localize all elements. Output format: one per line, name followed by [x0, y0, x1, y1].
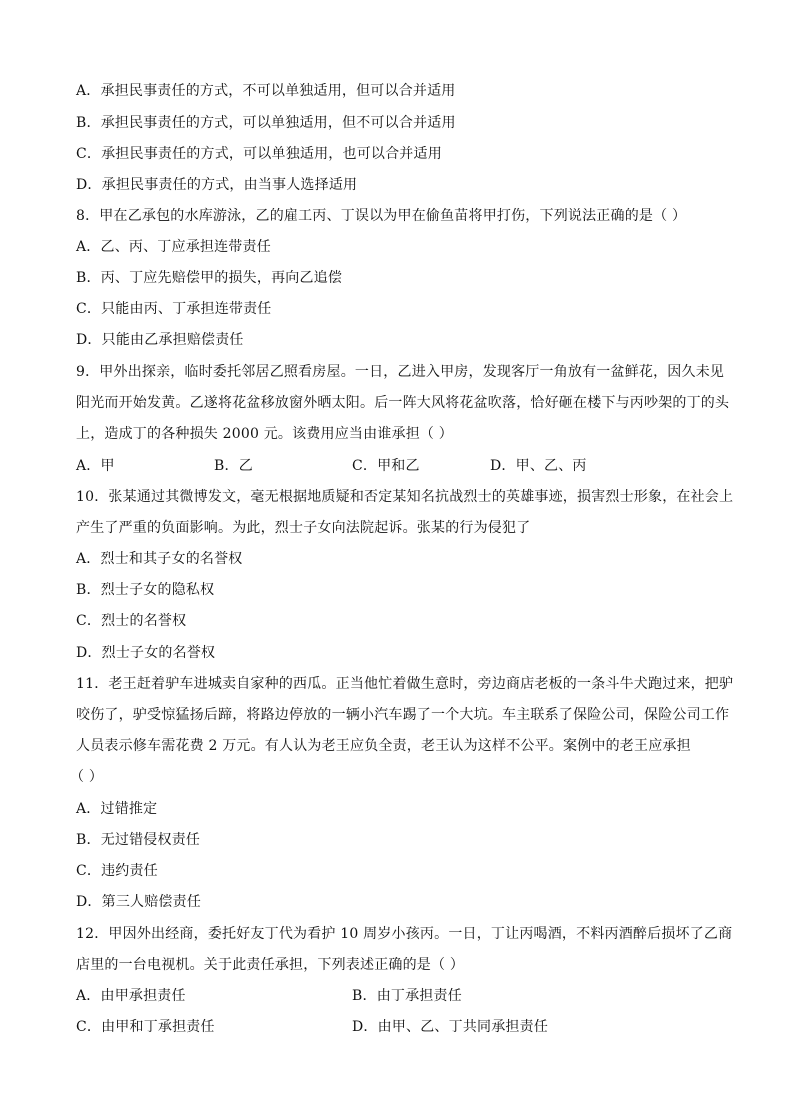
q8-option-a: A．乙、丙、丁应承担连带责任	[76, 239, 271, 255]
q8-option-c: C．只能由丙、丁承担连带责任	[76, 301, 272, 317]
q7-option-c: C．承担民事责任的方式，可以单独适用，也可以合并适用	[76, 146, 442, 162]
q11-stem-line-2: 咬伤了，驴受惊猛扬后蹄，将路边停放的一辆小汽车踢了一个大坑。车主联系了保险公司，保险公司工作	[76, 707, 730, 723]
q11-stem-line-3: 人员表示修车需花费 2 万元。有人认为老王应负全责，老王认为这样不公平。案例中的老王应承担	[76, 738, 691, 754]
q11-option-a: A．过错推定	[76, 801, 158, 817]
q10-option-c: C．烈士的名誉权	[76, 613, 187, 629]
q9-option-d: D．甲、乙、丙	[490, 458, 587, 474]
q8-option-b: B．丙、丁应先赔偿甲的损失，再向乙追偿	[76, 270, 343, 286]
q10-option-b: B．烈士子女的隐私权	[76, 582, 215, 598]
q9-option-c: C．甲和乙	[352, 458, 420, 474]
q10-stem-line-2: 产生了严重的负面影响。为此，烈士子女向法院起诉。张某的行为侵犯了	[76, 520, 531, 536]
q10-option-a: A．烈士和其子女的名誉权	[76, 551, 243, 567]
q9-option-a: A．甲	[76, 458, 115, 474]
q9-stem-line-1: 9．甲外出探亲，临时委托邻居乙照看房屋。一日，乙进入甲房，发现客厅一角放有一盆鲜花，因久未见	[76, 364, 725, 380]
q11-option-c: C．违约责任	[76, 863, 158, 879]
q12-option-b: B．由丁承担责任	[352, 988, 462, 1004]
q8-stem: 8．甲在乙承包的水库游泳，乙的雇工丙、丁误以为甲在偷鱼苗将甲打伤，下列说法正确的是（ ）	[76, 208, 687, 224]
q11-option-d: D．第三人赔偿责任	[76, 894, 202, 910]
q9-stem-line-2: 阳光而开始发黄。乙遂将花盆移放窗外晒太阳。后一阵大风将花盆吹落，恰好砸在楼下与丙吵架的丁的头	[76, 395, 730, 411]
q12-stem-line-1: 12．甲因外出经商，委托好友丁代为看护 10 周岁小孩丙。一日，丁让丙喝酒，不料丙酒醉后损坏了乙商	[76, 926, 733, 942]
q11-stem-line-4: （ ）	[70, 769, 104, 785]
q10-stem-line-1: 10．张某通过其微博发文，毫无根据地质疑和否定某知名抗战烈士的英雄事迹，损害烈士形象，在社会上	[76, 489, 734, 505]
q10-option-d: D．烈士子女的名誉权	[76, 645, 216, 661]
q8-option-d: D．只能由乙承担赔偿责任	[76, 332, 244, 348]
q11-option-b: B．无过错侵权责任	[76, 832, 201, 848]
q9-option-b: B．乙	[214, 458, 253, 474]
q12-stem-line-2: 店里的一台电视机。关于此责任承担，下列表述正确的是（ ）	[76, 957, 465, 973]
q12-option-d: D．由甲、乙、丁共同承担责任	[352, 1019, 549, 1035]
q12-option-c: C．由甲和丁承担责任	[76, 1019, 215, 1035]
q11-stem-line-1: 11．老王赶着驴车进城卖自家种的西瓜。正当他忙着做生意时，旁边商店老板的一条斗牛犬跑过来，把驴	[76, 676, 734, 692]
q9-stem-line-3: 上，造成丁的各种损失 2000 元。该费用应当由谁承担（ ）	[76, 426, 453, 442]
q7-option-d: D．承担民事责任的方式，由当事人选择适用	[76, 177, 358, 193]
q7-option-b: B．承担民事责任的方式，可以单独适用，但不可以合并适用	[76, 115, 456, 131]
q12-option-a: A．由甲承担责任	[76, 988, 186, 1004]
q7-option-a: A．承担民事责任的方式，不可以单独适用，但可以合并适用	[76, 83, 456, 99]
